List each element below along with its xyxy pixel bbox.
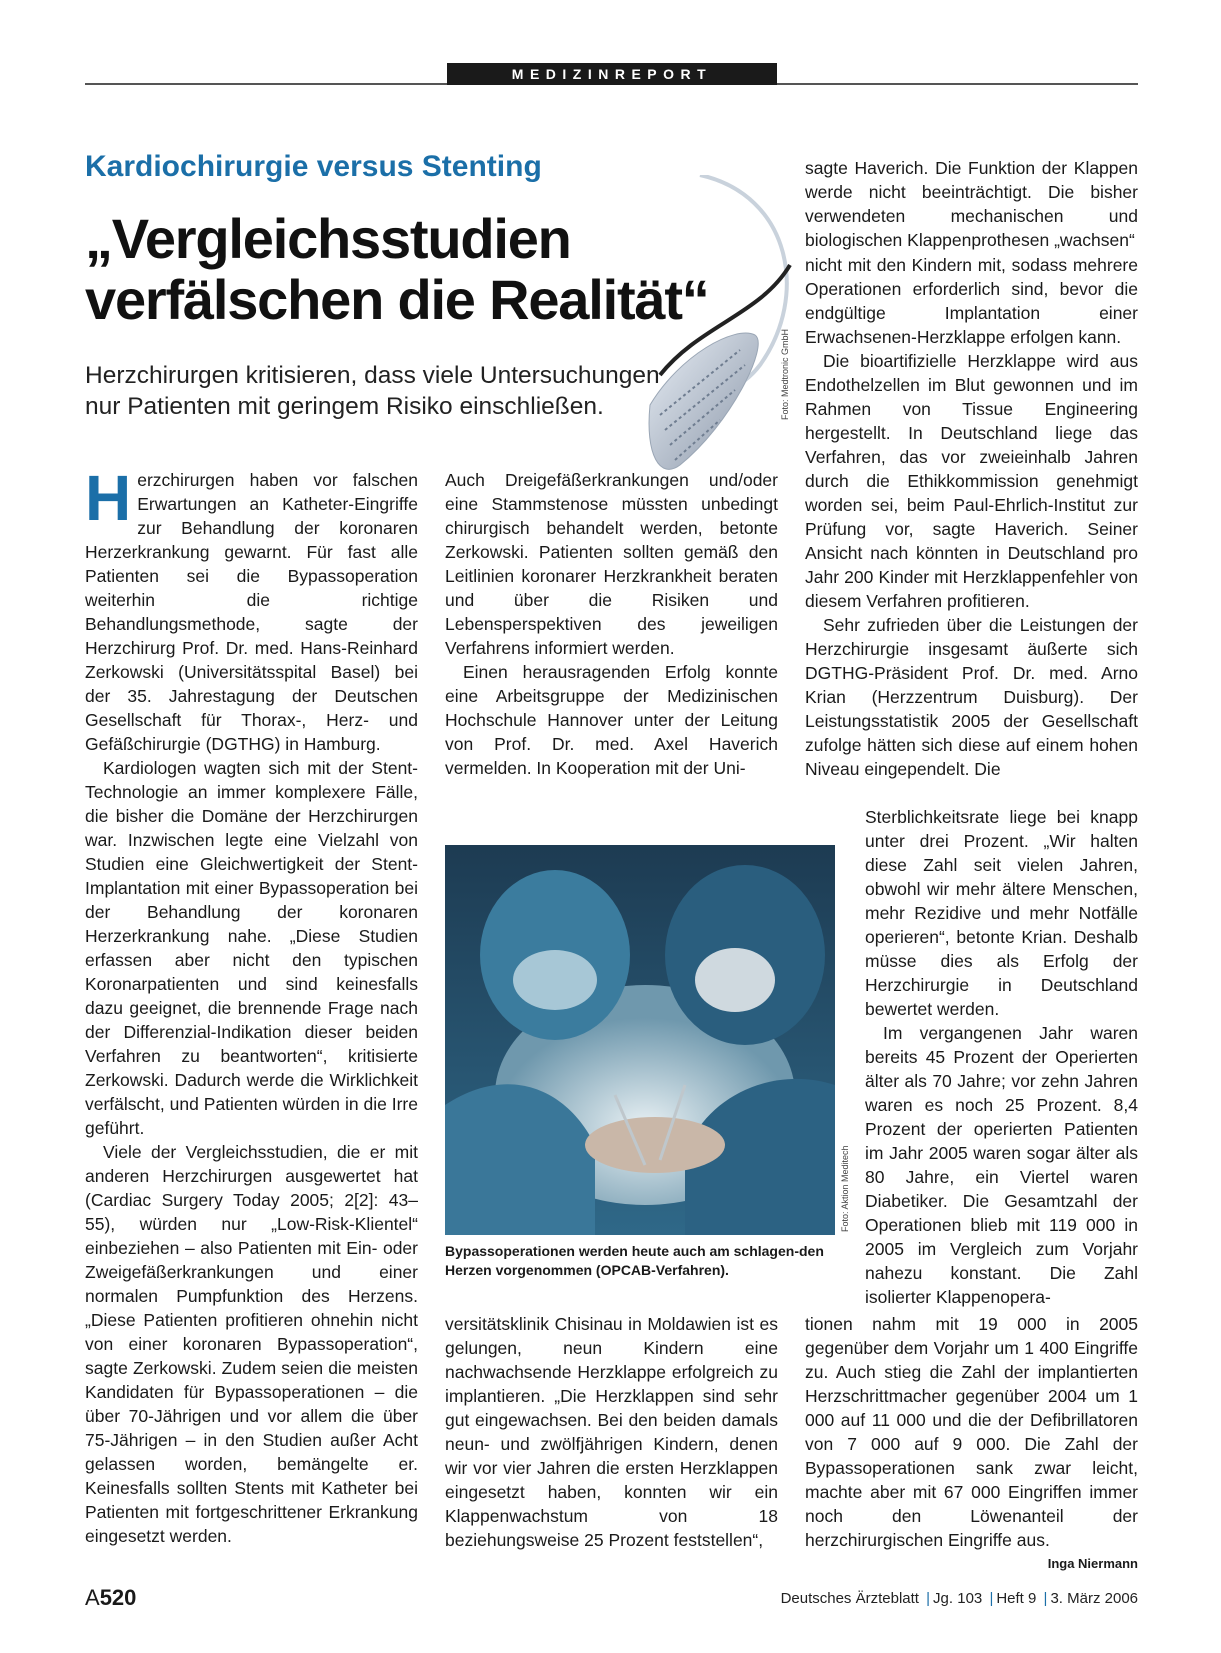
column-2-bottom bbox=[445, 1312, 778, 1552]
section-label: MEDIZINREPORT bbox=[447, 63, 777, 85]
paragraph: Einen herausragenden Erfolg konnte eine Arbeitsgruppe der Medizinischen Hochschule Hannover unter der Leitung von Prof. Dr. med. Axel Haverich vermelden. In Kooperation mit der Uni- bbox=[445, 662, 778, 778]
column-3-middle bbox=[865, 805, 1138, 1309]
date: 3. März 2006 bbox=[1050, 1590, 1138, 1607]
deck: Herzchirurgen kritisieren, dass viele Untersuchungen nur Patienten mit geringem Risiko einschließen. bbox=[85, 362, 660, 420]
paragraph: Viele der Vergleichsstudien, die er mit anderen Herzchirurgen ausgewertet hat (Cardiac Surgery Today 2005; 2[2]: 43–55), würden nur „Low-Risk-Klientel“ einbeziehen – also Patienten mit Ein- oder Zweigefäßerkrankungen und einer normalen Pumpfunktion des Herzens. „Diese Patienten profitieren ohnehin nicht von einer koronaren Bypassoperation“, sagte Zerkowski. Zudem seien die meisten Kandidaten für Bypassoperationen – die über 70-Jährigen und vor allem die über 75-Jährigen – in den Studien außer Acht gelassen worden, bemängelte er. Keinesfalls sollten Stents mit Katheter bei Patienten mit fortgeschrittener Erkrankung eingesetzt werden. bbox=[85, 1142, 418, 1546]
paragraph: erzchirurgen haben vor falschen Erwartungen an Katheter-Eingriffe zur Behandlung der koronaren Herzerkrankung gewarnt. Für fast alle Patienten sei die Bypassoperation weiterhin die richtige Behandlungsmethode, sagte der Herzchirurg Prof. Dr. med. Hans-Reinhard Zerkowski (Universitätsspital Basel) bei der 35. Jahrestagung der Deutschen Gesellschaft für Thorax-, Herz- und Gefäßchirurgie (DGTHG) in Hamburg. bbox=[85, 470, 418, 754]
surgery-photo bbox=[445, 845, 835, 1235]
volume: Jg. 103 bbox=[933, 1590, 983, 1607]
paragraph: Im vergangenen Jahr waren bereits 45 Prozent der Operierten älter als 70 Jahre; vor zehn Jahren waren es noch 25 Prozent. 8,4 Prozent der operierten Patienten im Jahr 2005 waren sogar älter als 80 Jahre, ein Viertel waren Diabetiker. Die Gesamtzahl der Operationen blieb mit 119 000 in 2005 im Vergleich zum Vorjahr nahezu konstant. Die Zahl isolierter Klappenopera- bbox=[865, 1023, 1138, 1307]
journal-name: Deutsches Ärzteblatt bbox=[780, 1590, 919, 1607]
paragraph: nicht mit den Kindern mit, sodass mehrere Operationen erforderlich sind, bevor die endgültige Implantation einer Erwachsenen-Herzklappe erfolgen kann. bbox=[805, 255, 1138, 347]
column-1 bbox=[85, 462, 418, 1548]
headline: „Vergleichsstudien verfälschen die Realität“ bbox=[85, 207, 709, 331]
column-3-top bbox=[805, 156, 1138, 252]
photo-caption: Bypassoperationen werden heute auch am schlagen-den Herzen vorgenommen (OPCAB-Verfahren). bbox=[445, 1243, 824, 1278]
paragraph: tionen nahm mit 19 000 in 2005 gegenüber dem Vorjahr um 1 400 Eingriffe zu. Auch stieg die Zahl der implantierten Herzschrittmacher gegenüber 2004 um 1 000 auf 11 000 und die der Defibrillatoren von 7 000 auf 9 000. Die Zahl der Bypassoperationen sank zwar leicht, machte aber mit 67 000 Eingriffen immer noch den Löwenanteil der herzchirurgischen Eingriffe aus. bbox=[805, 1314, 1138, 1550]
column-3-upper bbox=[805, 253, 1138, 781]
paragraph: versitätsklinik Chisinau in Moldawien ist es gelungen, neun Kindern eine nachwachsende Herzklappe erfolgreich zu implantieren. „Die Herzklappen sind sehr gut eingewachsen. Bei den beiden damals neun- und zwölfjährigen Kindern, denen wir vor vier Jahren die ersten Herzklappen eingesetzt haben, konnten wir ein Klappenwachstum von 18 beziehungsweise 25 Prozent feststellen“, bbox=[445, 1314, 778, 1550]
column-3-bottom bbox=[805, 1312, 1138, 1576]
author: Inga Niermann bbox=[1047, 1556, 1138, 1571]
paragraph: Sterblichkeitsrate liege bei knapp unter drei Prozent. „Wir halten diese Zahl seit vielen Jahren, obwohl wir mehr ältere Menschen, mehr Rezidive und mehr Notfälle operieren“, betonte Krian. Deshalb müsse dies als Erfolg der Herzchirurgie in Deutschland bewertet werden. bbox=[865, 807, 1138, 1019]
column-2-top bbox=[445, 468, 778, 780]
drop-cap: H bbox=[85, 462, 132, 534]
photo-credit: Foto: Aktion Meditech bbox=[840, 1145, 850, 1232]
paragraph: Auch Dreigefäßerkrankungen und/oder eine Stammstenose müssten unbedingt chirurgisch behandelt werden, betonte Zerkowski. Patienten sollten gemäß den Leitlinien koronarer Herzkrankheit beraten und über die Risiken und Lebensperspektiven des jeweiligen Verfahrens informiert werden. bbox=[445, 470, 778, 658]
paragraph: Sehr zufrieden über die Leistungen der Herzchirurgie insgesamt äußerte sich DGTHG-Präsident Prof. Dr. med. Arno Krian (Herzzentrum Duisburg). Der Leistungsstatistik 2005 der Gesellschaft zufolge hätten sich diese auf einem hohen Niveau eingependelt. Die bbox=[805, 615, 1138, 779]
image-credit: Foto: Medtronic GmbH bbox=[780, 328, 790, 420]
page-number: A520 bbox=[85, 1585, 137, 1610]
journal-info: Deutsches Ärzteblatt | Jg. 103 | Heft 9 | 3. März 2006 bbox=[780, 1590, 1138, 1607]
paragraph: sagte Haverich. Die Funktion der Klappen werde nicht beeinträchtigt. Die bisher verwendeten mechanischen und biologischen Klappenprothesen „wachsen“ bbox=[805, 158, 1138, 250]
paragraph: Kardiologen wagten sich mit der Stent-Technologie an immer komplexere Fälle, die bisher die Domäne der Herzchirurgen war. Inzwischen legte eine Vielzahl von Studien eine Gleichwertigkeit der Stent-Implantation mit einer Bypassoperation bei der Behandlung der koronaren Herzerkrankung nahe. „Diese Studien erfassen aber nicht den typischen Koronarpatienten und sind keinesfalls dazu geeignet, die brennende Frage nach der Differenzial-Indikation dieser beiden Verfahren zu beantworten“, kritisierte Zerkowski. Dadurch werde die Wirklichkeit verfälscht, und Patienten würden in die Irre geführt. bbox=[85, 758, 418, 1138]
kicker: Kardiochirurgie versus Stenting bbox=[85, 150, 542, 183]
paragraph: Die bioartifizielle Herzklappe wird aus Endothelzellen im Blut gewonnen und im Rahmen von Tissue Engineering hergestellt. In Deutschland liege das Verfahren, das vor zweieinhalb Jahren durch die Ethikkommission genehmigt worden sei, beim Paul-Ehrlich-Institut zur Prüfung vor, sagte Haverich. Seiner Ansicht nach könnten in Deutschland pro Jahr 200 Kinder mit Herzklappenfehler von diesem Verfahren profitieren. bbox=[805, 351, 1138, 611]
issue: Heft 9 bbox=[996, 1590, 1037, 1607]
